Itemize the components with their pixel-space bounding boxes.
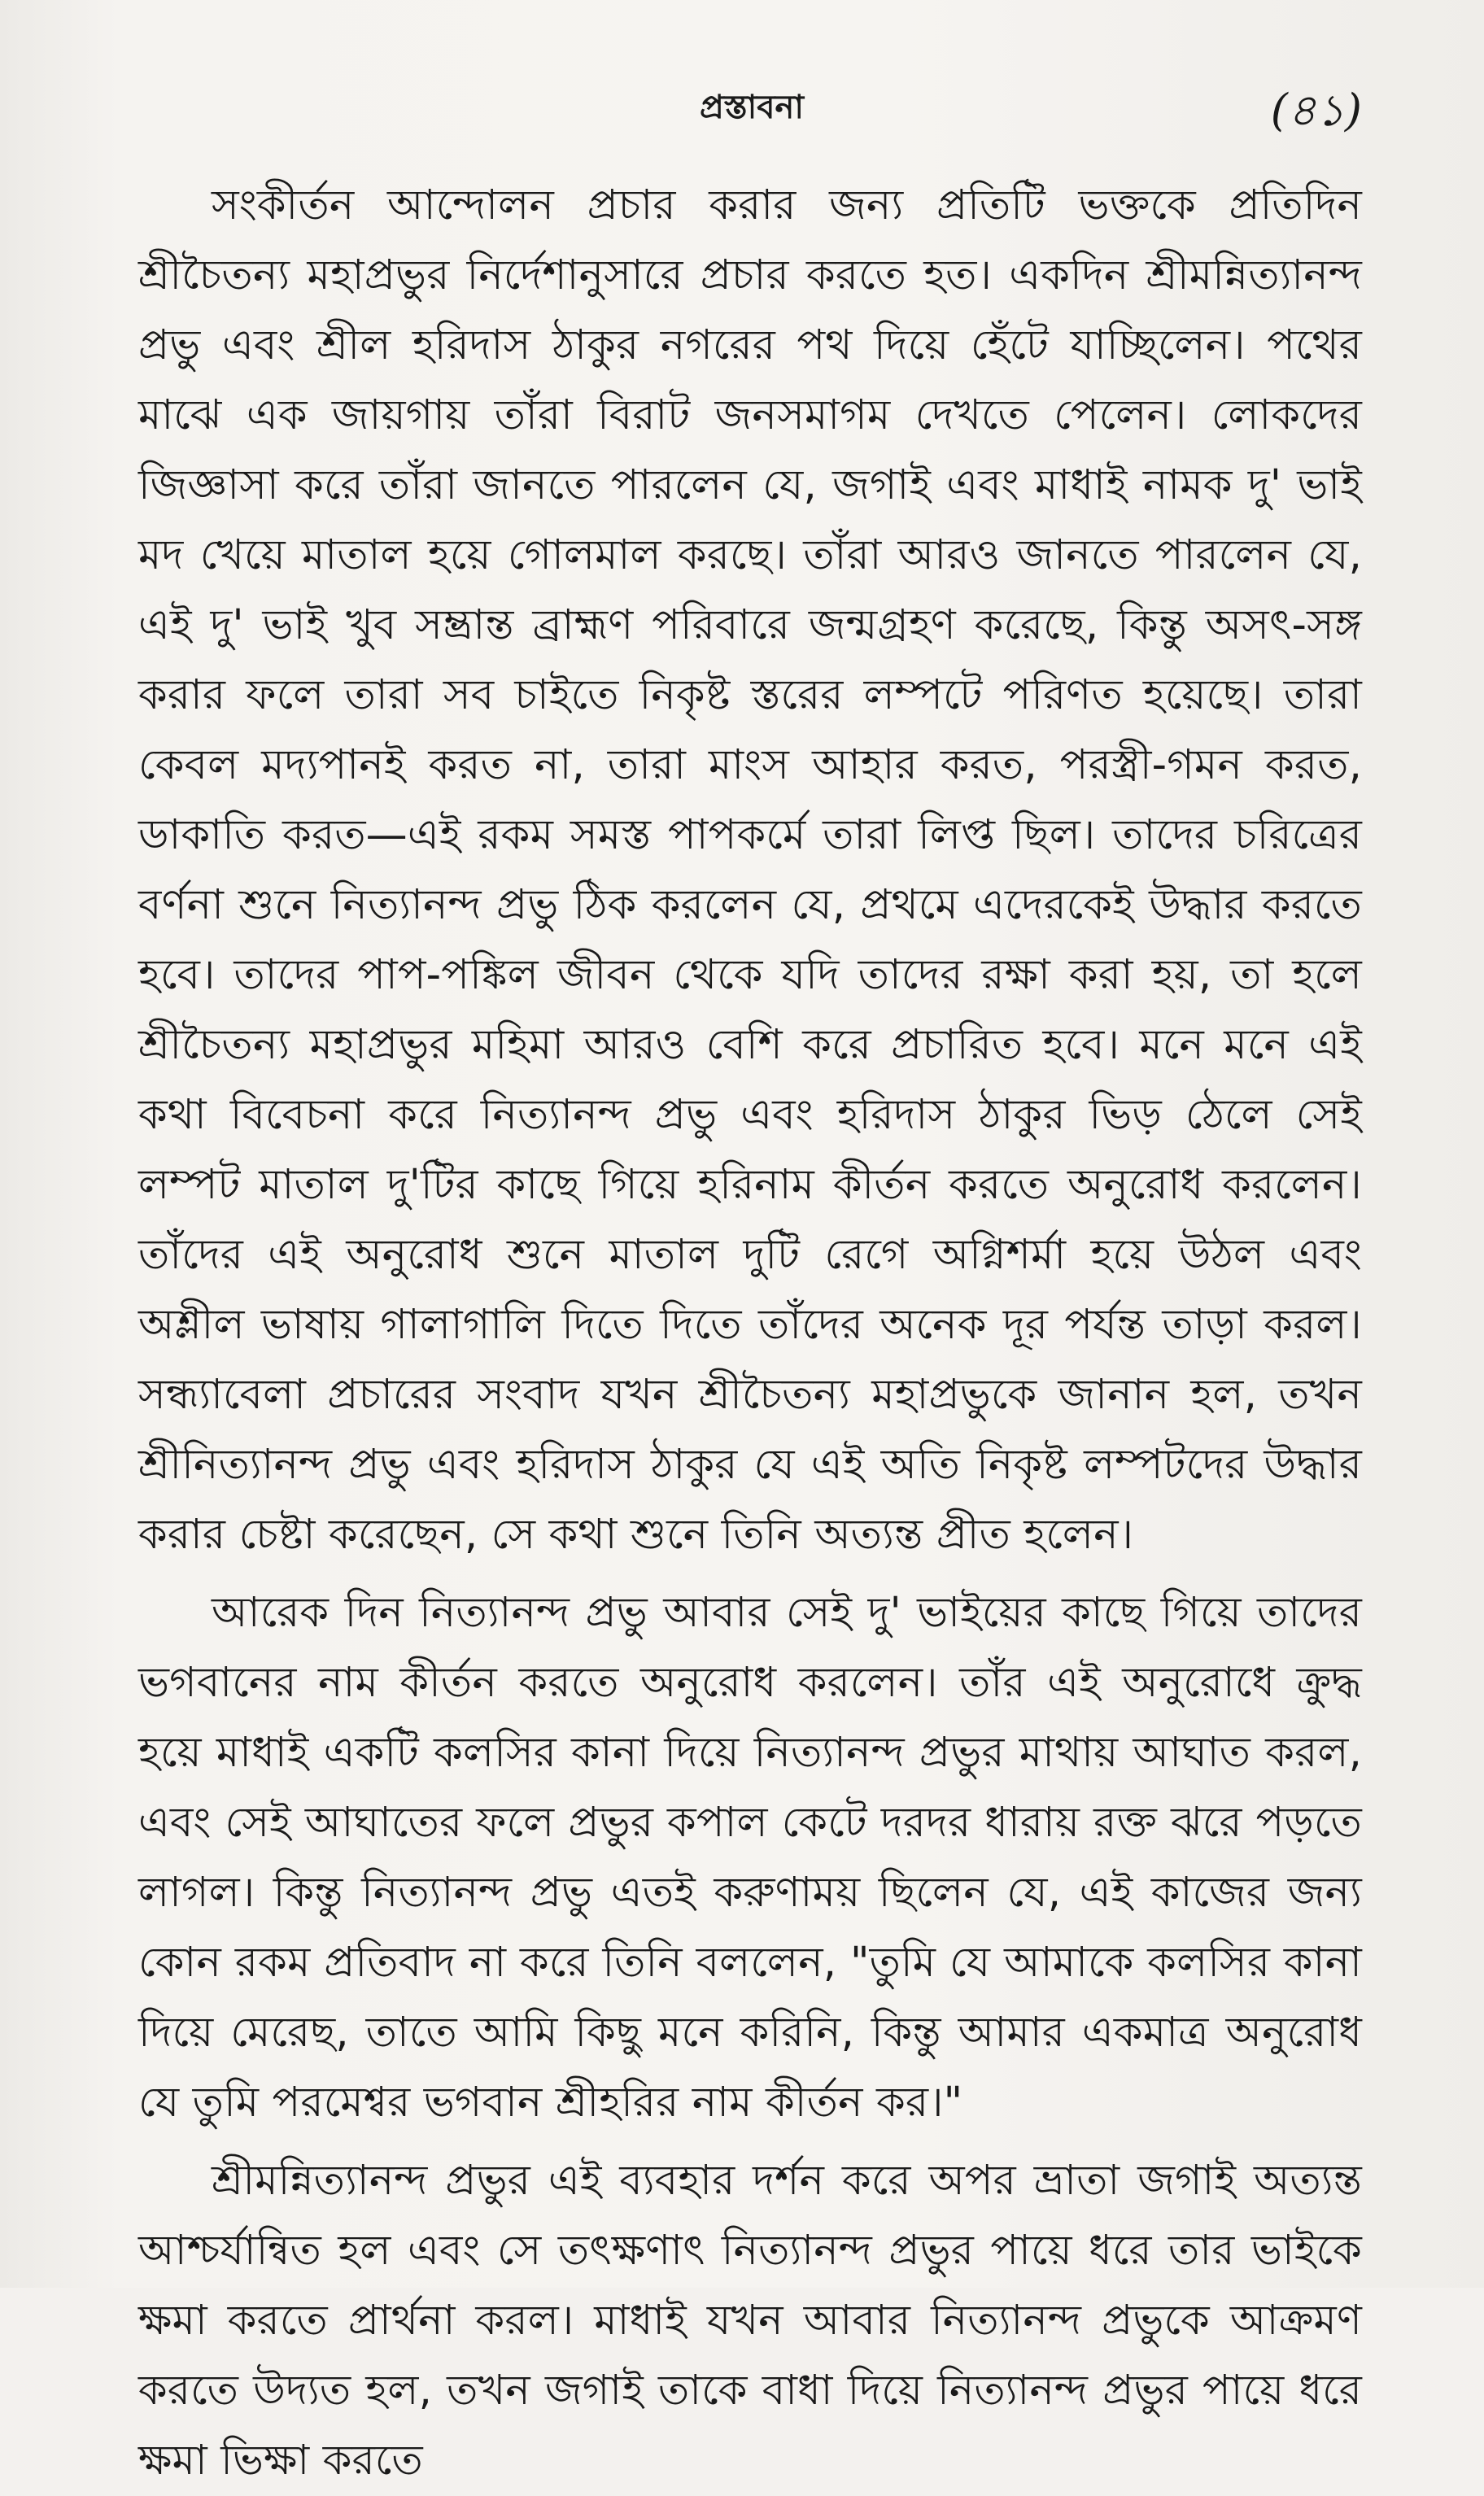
body-text xyxy=(138,171,1362,2496)
paragraph-1: সংকীর্তন আন্দোলন প্রচার করার জন্য প্রতিটি ভক্তকে প্রতিদিন শ্রীচৈতন্য মহাপ্রভুর নির্দেশানুসারে প্রচার করতে হত। একদিন শ্রীমন্নিত্যানন্দ প্রভু এবং শ্রীল হরিদাস ঠাকুর নগরের পথ দিয়ে হেঁটে যাচ্ছিলেন। পথের মাঝে এক জায়গায় তাঁরা বিরাট জনসমাগম দেখতে পেলেন। লোকদের জিজ্ঞাসা করে তাঁরা জানতে পারলেন যে, জগাই এবং মাধাই নামক দু' ভাই মদ খেয়ে মাতাল হয়ে গোলমাল করছে। তাঁরা আরও জানতে পারলেন যে, এই দু' ভাই খুব সম্ভ্রান্ত ব্রাহ্মণ পরিবারে জন্মগ্রহণ করেছে, কিন্তু অসৎ-সঙ্গ করার ফলে তারা সব চাইতে নিকৃষ্ট স্তরের লম্পটে পরিণত হয়েছে। তারা কেবল মদ্যপানই করত না, তারা মাংস আহার করত, পরস্ত্রী-গমন করত, ডাকাতি করত—এই রকম সমস্ত পাপকর্মে তারা লিপ্ত ছিল। তাদের চরিত্রের বর্ণনা শুনে নিত্যানন্দ প্রভু ঠিক করলেন যে, প্রথমে এদেরকেই উদ্ধার করতে হবে। তাদের পাপ-পঙ্কিল জীবন থেকে যদি তাদের রক্ষা করা হয়, তা হলে শ্রীচৈতন্য মহাপ্রভুর মহিমা আরও বেশি করে প্রচারিত হবে। মনে মনে এই কথা বিবেচনা করে নিত্যানন্দ প্রভু এবং হরিদাস ঠাকুর ভিড় ঠেলে সেই লম্পট মাতাল দু'টির কাছে গিয়ে হরিনাম কীর্তন করতে অনুরোধ করলেন। তাঁদের এই অনুরোধ শুনে মাতাল দুটি রেগে অগ্নিশর্মা হয়ে উঠল এবং অশ্লীল ভাষায় গালাগালি দিতে দিতে তাঁদের অনেক দূর পর্যন্ত তাড়া করল। সন্ধ্যাবেলা প্রচারের সংবাদ যখন শ্রীচৈতন্য মহাপ্রভুকে জানান হল, তখন শ্রীনিত্যানন্দ প্রভু এবং হরিদাস ঠাকুর যে এই অতি নিকৃষ্ট লম্পটদের উদ্ধার করার চেষ্টা করেছেন, সে কথা শুনে তিনি অত্যন্ত প্রীত হলেন। xyxy=(138,181,1362,1559)
page-header xyxy=(138,81,1362,146)
page-number: (৪১) xyxy=(1270,85,1362,136)
paragraph-2: আরেক দিন নিত্যানন্দ প্রভু আবার সেই দু' ভাইয়ের কাছে গিয়ে তাদের ভগবানের নাম কীর্তন করতে অনুরোধ করলেন। তাঁর এই অনুরোধে ক্রুদ্ধ হয়ে মাধাই একটি কলসির কানা দিয়ে নিত্যানন্দ প্রভুর মাথায় আঘাত করল, এবং সেই আঘাতের ফলে প্রভুর কপাল কেটে দরদর ধারায় রক্ত ঝরে পড়তে লাগল। কিন্তু নিত্যানন্দ প্রভু এতই করুণাময় ছিলেন যে, এই কাজের জন্য কোন রকম প্রতিবাদ না করে তিনি বললেন, "তুমি যে আমাকে কলসির কানা দিয়ে মেরেছ, তাতে আমি কিছু মনে করিনি, কিন্তু আমার একমাত্র অনুরোধ যে তুমি পরমেশ্বর ভগবান শ্রীহরির নাম কীর্তন কর।" xyxy=(138,1589,1363,2127)
paragraph-3: শ্রীমন্নিত্যানন্দ প্রভুর এই ব্যবহার দর্শন করে অপর ভ্রাতা জগাই অত্যন্ত আশ্চর্যান্বিত হল এবং সে তৎক্ষণাৎ নিত্যানন্দ প্রভুর পায়ে ধরে তার ভাইকে ক্ষমা করতে প্রার্থনা করল। মাধাই যখন আবার নিত্যানন্দ প্রভুকে আক্রমণ করতে উদ্যত হল, তখন জগাই তাকে বাধা দিয়ে নিত্যানন্দ প্রভুর পায়ে ধরে ক্ষমা ভিক্ষা করতে xyxy=(138,2157,1362,2485)
running-title: প্রস্তাবনা xyxy=(700,89,804,126)
